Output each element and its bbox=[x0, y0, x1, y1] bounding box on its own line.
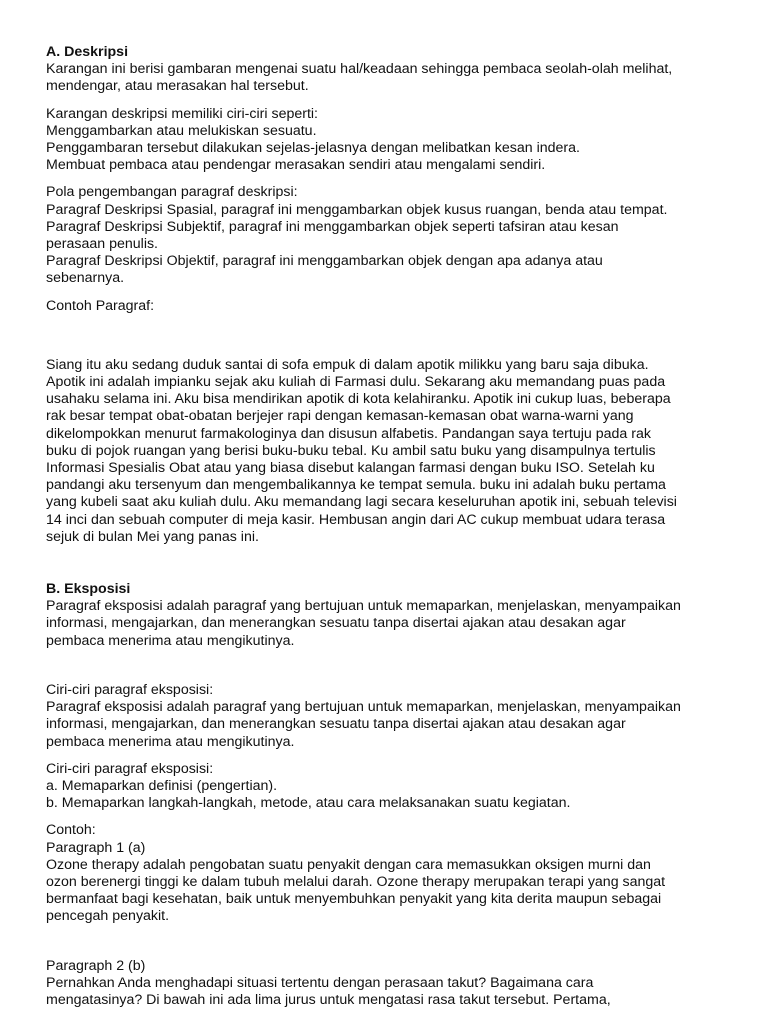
section-a-example-paragraph bbox=[46, 357, 736, 546]
text-line: pandangi aku tersenyum dan mengembalikannya ke tempat semula. buku ini adalah buku pertama bbox=[46, 477, 666, 494]
list-item: Paragraf Deskripsi Spasial, paragraf ini menggambarkan objek kusus ruangan, benda atau tempat. bbox=[46, 201, 668, 218]
section-b-ciri-2 bbox=[46, 761, 736, 813]
text-line: pencegah penyakit. bbox=[46, 908, 170, 925]
text-line: pembaca menerima atau mengikutinya. bbox=[46, 632, 295, 649]
paragraph-1-label: Paragraph 1 (a) bbox=[46, 839, 146, 856]
list-item: Paragraf Deskripsi Objektif, paragraf ini menggambarkan objek dengan apa adanya atau bbox=[46, 253, 603, 270]
text-line: Karangan ini berisi gambaran mengenai suatu hal/keadaan sehingga pembaca seolah-olah melihat, bbox=[46, 61, 673, 78]
text-line: dikelompokkan menurut farmakologinya dan disusun alfabetis. Pandangan saya tertuju pada rak bbox=[46, 425, 651, 442]
text-line: mendengar, atau merasakan hal tersebut. bbox=[46, 78, 309, 95]
list-item: Paragraf Deskripsi Subjektif, paragraf ini menggambarkan objek seperti tafsiran atau kesan bbox=[46, 218, 619, 235]
text-line: 14 inci dan sebuah computer di meja kasir. Hembusan angin dari AC cukup membuat udara terasa bbox=[46, 511, 666, 528]
section-b-intro bbox=[46, 598, 736, 650]
list-item: Penggambaran tersebut dilakukan sejelas-jelasnya dengan melibatkan kesan indera. bbox=[46, 140, 580, 157]
text-line: rak besar tempat obat-obatan berjejer rapi dengan kemasan-kemasan obat warna-warni yang bbox=[46, 408, 634, 425]
text-line: informasi, mengajarkan, dan menerangkan sesuatu tanpa disertai ajakan atau desakan agar bbox=[46, 615, 626, 632]
text-line: Paragraf eksposisi adalah paragraf yang bertujuan untuk memaparkan, menjelaskan, menyampaikan bbox=[46, 699, 681, 716]
list-item: b. Memaparkan langkah-langkah, metode, atau cara melaksanakan suatu kegiatan. bbox=[46, 795, 571, 812]
section-b-example-1 bbox=[46, 822, 736, 925]
text-line: Paragraf eksposisi adalah paragraf yang bertujuan untuk memaparkan, menjelaskan, menyampaikan bbox=[46, 598, 681, 615]
list-item: sebenarnya. bbox=[46, 270, 125, 287]
ciri-title: Ciri-ciri paragraf eksposisi: bbox=[46, 681, 214, 698]
list-item: perasaan penulis. bbox=[46, 236, 159, 253]
contoh-label: Contoh: bbox=[46, 822, 96, 839]
ciri-title: Ciri-ciri paragraf eksposisi: bbox=[46, 760, 214, 777]
section-b-heading: B. Eksposisi bbox=[46, 581, 131, 598]
list-item: a. Memaparkan definisi (pengertian). bbox=[46, 777, 278, 794]
text-line: pembaca menerima atau mengikutinya. bbox=[46, 733, 295, 750]
text-line: Pernahkan Anda menghadapi situasi tertentu dengan perasaan takut? Bagaimana cara bbox=[46, 974, 594, 991]
pola-title: Pola pengembangan paragraf deskripsi: bbox=[46, 184, 298, 201]
text-line: bermanfaat bagi kesehatan, baik untuk menyembuhkan penyakit yang kita derita maupun sebagai bbox=[46, 891, 662, 908]
text-line: Siang itu aku sedang duduk santai di sofa empuk di dalam apotik milikku yang baru saja dibuka. bbox=[46, 356, 649, 373]
text-line: usahaku selama ini. Aku bisa mendirikan apotik di kota kelahiranku. Apotik ini cukup luas, beberapa bbox=[46, 391, 671, 408]
contoh-paragraf-label: Contoh Paragraf: bbox=[46, 297, 155, 314]
section-a-pola bbox=[46, 184, 736, 287]
text-line: informasi, mengajarkan, dan menerangkan sesuatu tanpa disertai ajakan atau desakan agar bbox=[46, 716, 626, 733]
text-line: Apotik ini adalah impianku sejak aku kuliah di Farmasi dulu. Sekarang aku memandang puas pada bbox=[46, 374, 666, 391]
section-a-intro bbox=[46, 61, 736, 95]
text-line: Ozone therapy adalah pengobatan suatu penyakit dengan cara memasukkan oksigen murni dan bbox=[46, 856, 651, 873]
ciri-title: Karangan deskripsi memiliki ciri-ciri seperti: bbox=[46, 105, 319, 122]
section-a-ciri bbox=[46, 106, 736, 175]
document-page bbox=[46, 44, 736, 1009]
text-line: mengatasinya? Di bawah ini ada lima jurus untuk mengatasi rasa takut tersebut. Pertama, bbox=[46, 991, 611, 1008]
section-a-heading: A. Deskripsi bbox=[46, 44, 129, 60]
section-b-example-2 bbox=[46, 958, 736, 1010]
paragraph-2-label: Paragraph 2 (b) bbox=[46, 957, 146, 974]
section-b-ciri-1 bbox=[46, 682, 736, 751]
list-item: Menggambarkan atau melukiskan sesuatu. bbox=[46, 122, 317, 139]
text-line: sejuk di bulan Mei yang panas ini. bbox=[46, 528, 259, 545]
text-line: buku di pojok ruangan yang berisi buku-buku tebal. Ku ambil satu buku yang disampulnya tertulis bbox=[46, 442, 656, 459]
text-line: yang kubeli saat aku kuliah dulu. Aku memandang lagi secara keseluruhan apotik ini, sebuah televisi bbox=[46, 494, 677, 511]
text-line: Informasi Spesialis Obat atau yang biasa disebut kalangan farmasi dengan buku ISO. Setelah ku bbox=[46, 460, 655, 477]
text-line: ozon berenergi tinggi ke dalam tubuh melalui darah. Ozone therapy merupakan terapi yang sangat bbox=[46, 873, 666, 890]
list-item: Membuat pembaca atau pendengar merasakan sendiri atau mengalami sendiri. bbox=[46, 157, 546, 174]
